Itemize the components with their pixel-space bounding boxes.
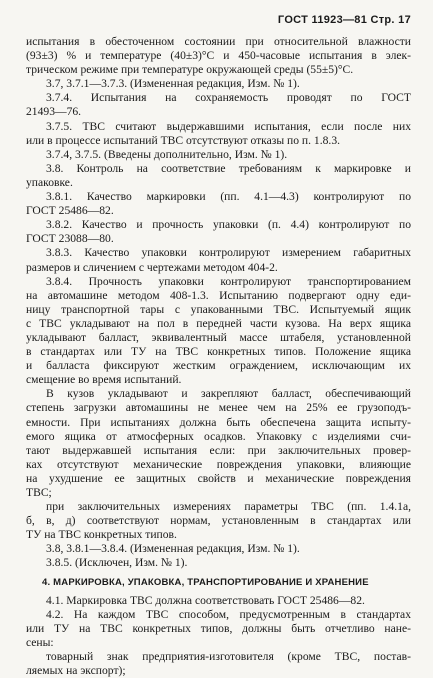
text-line: 3.8. Контроль на соответствие требованиям к маркировке и [46, 161, 411, 175]
text-line: 3.8.2. Качество и прочность упаковки (п. 4.4) контролируют по [46, 218, 411, 232]
text-line: трическом режиме при температуре окружающей среды (55±5)°С. [26, 63, 354, 77]
text-line: б, в, д) соответствуют нормам, установленным в стандартах или [26, 514, 411, 528]
text-line: 3.8.5. (Исключен, Изм. № 1). [46, 556, 188, 570]
text-line: 3.8, 3.8.1—3.8.4. (Измененная редакция, Изм. № 1). [46, 542, 300, 556]
text-line: размеров и сличением с чертежами методом 404-2. [26, 260, 278, 274]
text-line: ках отсутствуют механические повреждения упаковки, влияющие [26, 457, 411, 471]
text-line: ницу транспортной тары с упакованными ТВС. Испытуемый ящик [26, 302, 411, 316]
text-line: степень загрузки автомашины не менее чем на 25% ее грузоподъ- [26, 401, 411, 415]
text-line: укладывают балласт, эквивалентный массе штабеля, установленной [26, 330, 411, 344]
text-line: ТУ на ТВС конкретных типов. [26, 528, 177, 542]
text-line: смещение во время испытаний. [26, 373, 182, 387]
text-line: 3.7.5. ТВС считают выдержавшими испытания, если после них [46, 119, 411, 133]
text-line: (93±3) % и температуре (40±3)°С и 450-часовые испытания в элек- [26, 49, 411, 63]
text-line: 4.2. На каждом ТВС способом, предусмотренным в стандартах [46, 607, 411, 621]
text-line: на автомашине методом 408-1.3. Испытанию подвергают одну еди- [26, 288, 411, 302]
text-line: тают выдержавшей испытания если: при заключительных провер- [26, 443, 411, 457]
text-line: при заключительных измерениях параметры ТВС (пп. 1.4.1а, [46, 500, 411, 514]
text-line: с ТВС укладывают на пол в передней части кузова. На верх ящика [26, 316, 411, 330]
text-line: 4.1. Маркировка ТВС должна соответствовать ГОСТ 25486—82. [46, 593, 365, 607]
text-line: сены: [26, 635, 54, 649]
text-line: на ухудшение ее защитных свойств и механические повреждения [26, 471, 411, 485]
text-line: 3.7.4. Испытания на сохраняемость проводят по ГОСТ [46, 91, 411, 105]
text-line: емого ящика от атмосферных осадков. Упаковку с изделиями счи- [26, 429, 411, 443]
text-line: емности. При испытаниях должна быть обеспечена защита испыту- [26, 415, 411, 429]
text-line: 3.7, 3.7.1—3.7.3. (Измененная редакция, Изм. № 1). [46, 77, 300, 91]
text-line: ГОСТ 25486—82. [26, 204, 114, 218]
text-line: 3.7.4, 3.7.5. (Введены дополнительно, Изм. № 1). [46, 147, 288, 161]
document-body [26, 35, 411, 678]
text-line: 21493—76. [26, 105, 82, 119]
text-line: ТВС; [26, 486, 52, 499]
text-line: упаковке. [26, 175, 73, 189]
text-line: ляемых на экспорт); [26, 664, 126, 678]
text-line: или ТУ на ТВС конкретных типов, должны быть отчетливо нане- [26, 621, 411, 635]
text-line: В кузов укладывают и закрепляют балласт, обеспечивающий [46, 387, 411, 401]
text-line: 3.8.4. Прочность упаковки контролируют транспортированием [46, 274, 411, 288]
text-line: товарный знак предприятия-изготовителя (кроме ТВС, постав- [46, 649, 411, 663]
text-line: 3.8.3. Качество упаковки контролируют измерением габаритных [46, 246, 411, 260]
text-line: и балласта фиксируют жестким ограждением, исключающим их [26, 359, 411, 373]
section-heading: 4. МАРКИРОВКА, УПАКОВКА, ТРАНСПОРТИРОВАНИЕ И ХРАНЕНИЕ [42, 576, 369, 588]
text-line: испытания в обесточенном состоянии при относительной влажности [26, 35, 411, 48]
text-line: 3.8.1. Качество маркировки (пп. 4.1—4.3) контролируют по [46, 190, 411, 204]
text-line: или в процессе испытаний ТВС отсутствуют отказы по п. 1.8.3. [26, 133, 341, 147]
page-header: ГОСТ 11923—81 Стр. 17 [277, 14, 411, 26]
text-line: в стандартах или ТУ на ТВС конкретных типов. Положение ящика [26, 345, 411, 359]
text-line: ГОСТ 23088—80. [26, 232, 114, 246]
